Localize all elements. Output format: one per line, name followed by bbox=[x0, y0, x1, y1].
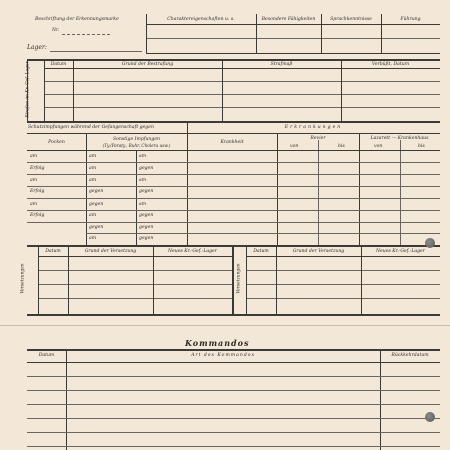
kommandos-col-art: Art des Kommandos bbox=[191, 353, 255, 358]
impf-row-rule bbox=[27, 222, 440, 223]
versetz-col-grund: Grund der Versetzung bbox=[84, 249, 137, 254]
impf-subheader-rule bbox=[27, 133, 440, 134]
strafen-row-rule bbox=[44, 81, 440, 82]
erkr-col-revier: Revier bbox=[310, 136, 326, 141]
impfungen-header: Schutzimpfungen während der Gefangenschaft gegen bbox=[28, 125, 154, 130]
erkrankungen-header: Erkrankungen bbox=[284, 125, 343, 130]
sonstige-right-cell: gegen bbox=[139, 236, 154, 241]
kommandos-row-rule bbox=[27, 390, 440, 391]
punch-hole bbox=[425, 412, 435, 422]
versetz-col-divider bbox=[38, 245, 39, 314]
lager-label: Lager: bbox=[27, 44, 47, 51]
impf-col-sonstige: Sonstige Impfungen bbox=[112, 137, 160, 142]
strafen-bottom-rule bbox=[27, 121, 440, 123]
erkr-revier-bis: bis bbox=[338, 144, 345, 149]
kommandos-row-rule bbox=[27, 432, 440, 433]
kommandos-col-divider bbox=[66, 349, 67, 450]
header-faehigkeiten: Besondere Fähigkeiten bbox=[261, 17, 316, 22]
versetz-col-divider bbox=[276, 245, 277, 314]
versetz-col-divider bbox=[68, 245, 69, 314]
sonstige-left-cell: gegen bbox=[89, 189, 104, 194]
versetz-col-datum: Datum bbox=[45, 249, 61, 254]
sonstige-right-cell: gegen bbox=[139, 213, 154, 218]
top-header-rule bbox=[146, 24, 440, 25]
strafen-col-divider bbox=[73, 59, 74, 121]
pocken-am: am bbox=[30, 178, 38, 183]
impf-row-rule bbox=[27, 186, 440, 187]
erkr-revier-divider bbox=[318, 140, 319, 245]
impf-col-sonstige-sub: (Ty./Paraty., Ruhr, Cholera usw.) bbox=[102, 143, 171, 148]
erkr-lazarett-divider bbox=[400, 140, 401, 245]
kommandos-col-divider bbox=[380, 349, 381, 450]
kommandos-col-rueckkehr: Rückkehrdatum bbox=[391, 353, 429, 358]
pocken-am: am bbox=[30, 202, 38, 207]
header-fuehrung: Führung bbox=[400, 17, 421, 22]
kommandos-row-rule bbox=[27, 376, 440, 377]
kommandos-header-rule bbox=[27, 362, 440, 363]
sonstige-right-cell: gegen bbox=[139, 189, 154, 194]
erkr-col-krankheit: Krankheit bbox=[220, 140, 244, 145]
nr-label: Nr. bbox=[52, 28, 60, 33]
strafen-col-verbuesst: Verbüßt, Datum bbox=[371, 62, 410, 67]
sonstige-right-cell: gegen bbox=[139, 166, 154, 171]
versetz-col-lager: Neues Kr.-Gef.-Lager bbox=[168, 249, 217, 254]
impf-row-rule bbox=[27, 174, 440, 175]
erkr-lazarett-bis: bis bbox=[418, 144, 425, 149]
sonstige-left-cell: am bbox=[89, 178, 97, 183]
kommandos-row-rule bbox=[27, 404, 440, 405]
sonstige-left-cell: am bbox=[89, 236, 97, 241]
impf-row-rule bbox=[27, 198, 440, 199]
strafen-row-rule bbox=[44, 107, 440, 108]
impf-row-rule bbox=[27, 210, 440, 211]
strafen-header-rule bbox=[44, 68, 440, 69]
versetz-center-divider bbox=[232, 245, 234, 314]
kommandos-top-rule bbox=[27, 349, 440, 351]
versetz-col-divider bbox=[153, 245, 154, 314]
sonstige-left-cell: am bbox=[89, 166, 97, 171]
fold-line bbox=[0, 325, 450, 326]
strafen-row-rule bbox=[44, 94, 440, 95]
lager-field[interactable] bbox=[50, 51, 142, 52]
versetz-bottom-rule bbox=[27, 314, 440, 316]
impf-col-pocken: Pocken bbox=[48, 140, 65, 145]
pocken-am: am bbox=[30, 154, 38, 159]
kommandos-title: Kommandos bbox=[185, 338, 250, 348]
pocken-erfolg: Erfolg bbox=[30, 189, 45, 194]
sonstige-left-cell: am bbox=[89, 154, 97, 159]
erkr-revier-von: von bbox=[290, 144, 299, 149]
versetz-left-side-label: Versetzungen bbox=[20, 263, 26, 294]
strafen-col-strafmass: Strafmaß bbox=[270, 62, 293, 67]
sonstige-right-cell: am bbox=[139, 202, 147, 207]
erkennungsmarke-label: Beschriftung der Erkennungsmarke bbox=[35, 17, 119, 22]
impf-row-rule bbox=[86, 233, 440, 234]
sonstige-right-cell: am bbox=[139, 154, 147, 159]
sonstige-left-cell: gegen bbox=[89, 225, 104, 230]
pocken-erfolg: Erfolg bbox=[30, 166, 45, 171]
header-sprachen: Sprachkenntnisse bbox=[330, 17, 372, 22]
kommandos-col-datum: Datum bbox=[38, 353, 55, 358]
strafen-col-divider bbox=[341, 59, 342, 121]
kommandos-row-rule bbox=[27, 446, 440, 447]
sonstige-right-cell: am bbox=[139, 178, 147, 183]
strafen-side-label: Strafen im Kr.-Gef.-Lager bbox=[25, 61, 31, 118]
strafen-col-datum: Datum bbox=[50, 62, 67, 67]
sonstige-left-cell: am bbox=[89, 213, 97, 218]
versetz-right-side-label: Versetzungen bbox=[236, 263, 242, 294]
strafen-col-divider bbox=[222, 59, 223, 121]
sonstige-left-cell: gegen bbox=[89, 202, 104, 207]
versetz-col-divider bbox=[361, 245, 362, 314]
pocken-erfolg: Erfolg bbox=[30, 213, 45, 218]
strafen-top-rule bbox=[27, 59, 440, 61]
versetz-col-grund: Grund der Versetzung bbox=[292, 249, 345, 254]
top-row-rule bbox=[146, 38, 440, 39]
strafen-col-grund: Grund der Bestrafung bbox=[121, 62, 174, 67]
versetz-col-divider bbox=[246, 245, 247, 314]
header-charakter: Charaktereigenschaften u. s. bbox=[167, 17, 235, 22]
erkr-col-lazarett: Lazarett — Krankenhaus bbox=[370, 136, 429, 141]
kommandos-row-rule bbox=[27, 418, 440, 419]
erkr-lazarett-von: von bbox=[374, 144, 383, 149]
punch-hole bbox=[425, 238, 435, 248]
strafen-col-divider bbox=[44, 59, 45, 121]
impf-body-top-rule bbox=[27, 150, 440, 151]
top-bottom-rule bbox=[146, 53, 440, 54]
nr-field[interactable] bbox=[62, 34, 110, 35]
versetz-col-datum: Datum bbox=[253, 249, 269, 254]
versetz-col-lager: Neues Kr.-Gef.-Lager bbox=[376, 249, 425, 254]
impf-row-rule bbox=[27, 162, 440, 163]
sonstige-right-cell: gegen bbox=[139, 225, 154, 230]
